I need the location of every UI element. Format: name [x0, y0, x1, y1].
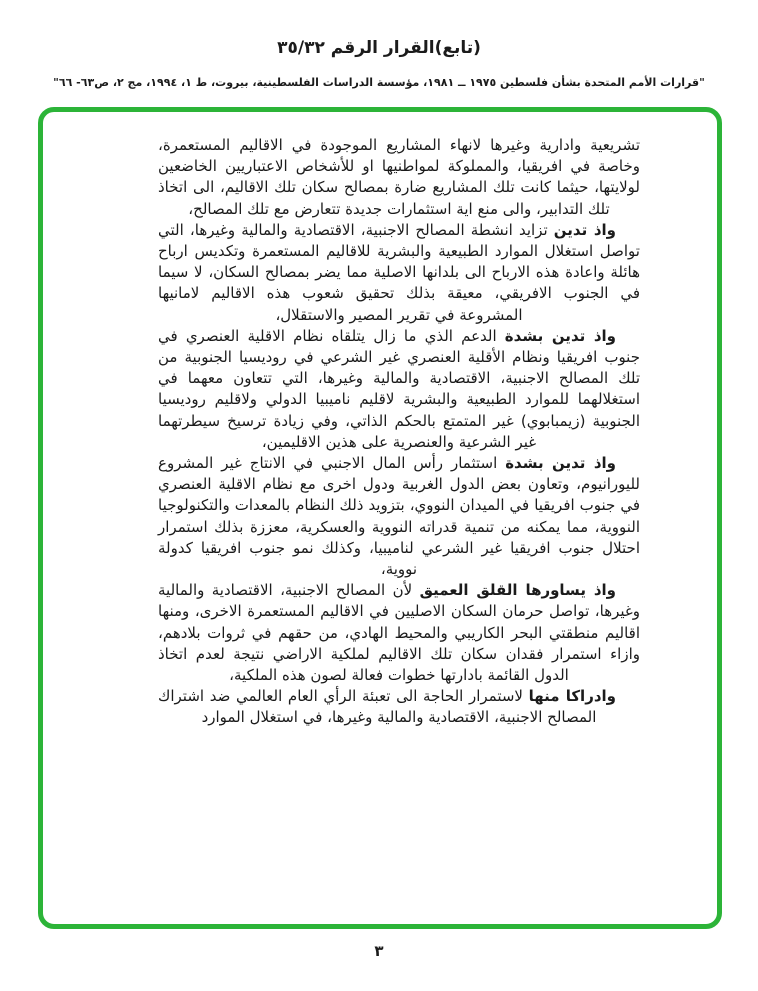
paragraph [158, 326, 640, 453]
body-text [158, 135, 640, 729]
paragraph-body: تزايد انشطة المصالح الاجنبية، الاقتصادية والمالية وغيرها، التي تواصل استغلال الموارد الطبيعية والبشرية للاقاليم المستعمرة وتكديس ارباح هائلة واعادة هذه الارباح الى بلدانها الاصلية مما يضر بمصالح السكان، لا سيما في الجنوب الافريقي، معيقة بذلك تحقيق شعوب هذه الاقاليم لامانيها المشروعة في تقرير المصير والاستقلال، [158, 220, 640, 324]
paragraph-body: الدعم الذي ما زال يتلقاه نظام الاقلية العنصري في جنوب افريقيا ونظام الأقلية العنصري غير الشرعي في روديسيا الجنوبية من تلك المصالح الاجنبية، الاقتصادية والمالية وغيرها، التي تتعاون معهما في استغلالهما للموارد الطبيعية والبشرية لاقليم ناميبيا الدولي ولاقليم روديسيا الجنوبية (زيمبابوي) غير المتمتع بالحكم الذاتي، وفي زيادة ترسيخ سيطرتهما غير الشرعية والعنصرية على هذين الاقليمين، [158, 326, 640, 451]
paragraph [158, 220, 640, 326]
paragraph-body: لاستمرار الحاجة الى تعبئة الرأي العام العالمي ضد اشتراك المصالح الاجنبية، الاقتصادية والمالية وغيرها، في استغلال الموارد [158, 687, 597, 727]
paragraph-body: استثمار رأس المال الاجنبي في الانتاج غير المشروع لليورانيوم، وتعاون بعض الدول الغربية ودول اخرى مع نظام الاقلية العنصري في جنوب افريقيا في الميدان النووي، بتزويد ذلك النظام بالمعدات والتكنولوجيا النووية، مما يمكنه من تنمية قدراته النووية والعسكرية، معززة بذلك استمرار احتلال جنوب افريقيا غير الشرعي لناميبيا، وكذلك نمو جنوب افريقيا كدولة نووية، [158, 454, 640, 579]
paragraph-lead: واذ تدين [553, 220, 616, 239]
paragraph-lead: واذ تدين بشدة [504, 326, 617, 345]
paragraph-lead: واذ تدين بشدة [505, 454, 616, 473]
page-number: ٣ [374, 942, 384, 960]
paragraph [158, 580, 640, 686]
paragraph-body: لأن المصالح الاجنبية، الاقتصادية والمالية وغيرها، تواصل حرمان السكان الاصليين في الاقاليم المستعمرة الاخرى، ومنها اقاليم منطقتي البحر الكاريبي والمحيط الهادي، من حقهم في ثروات بلادهم، وازاء استمرار فقدان سكان تلك الاقاليم لملكية الاراضي نتيجة لعدم اتخاذ الدول القائمة بادارتها خطوات فعالة لصون هذه الملكية، [158, 581, 640, 685]
paragraph [158, 135, 640, 220]
paragraph-body: تشريعية وادارية وغيرها لانهاء المشاريع الموجودة في الاقاليم المستعمرة، وخاصة في افريقيا، والمملوكة لمواطنيها او للأشخاص الاعتباريين الخاضعين لولايتها، حيثما كانت تلك المشاريع ضارة بمصالح سكان تلك الاقاليم، الى اتخاذ تلك التدابير، والى منع اية استثمارات جديدة تتعارض مع تلك المصالح، [158, 136, 640, 218]
source-citation: "قرارات الأمم المتحدة بشأن فلسطين ١٩٧٥ ــ ١٩٨١، مؤسسة الدراسات الفلسطينية، بيروت، ط ١، ١٩٩٤، مج ٢، ص٦٣- ٦٦" [53, 76, 705, 89]
paragraph [158, 453, 640, 580]
paragraph-lead: وادراكا منها [528, 687, 616, 706]
page-title: (تابع)القرار الرقم ٣٥/٣٢ [277, 38, 481, 58]
paragraph-lead: واذ يساورها القلق العميق [419, 581, 616, 600]
paragraph [158, 686, 640, 728]
